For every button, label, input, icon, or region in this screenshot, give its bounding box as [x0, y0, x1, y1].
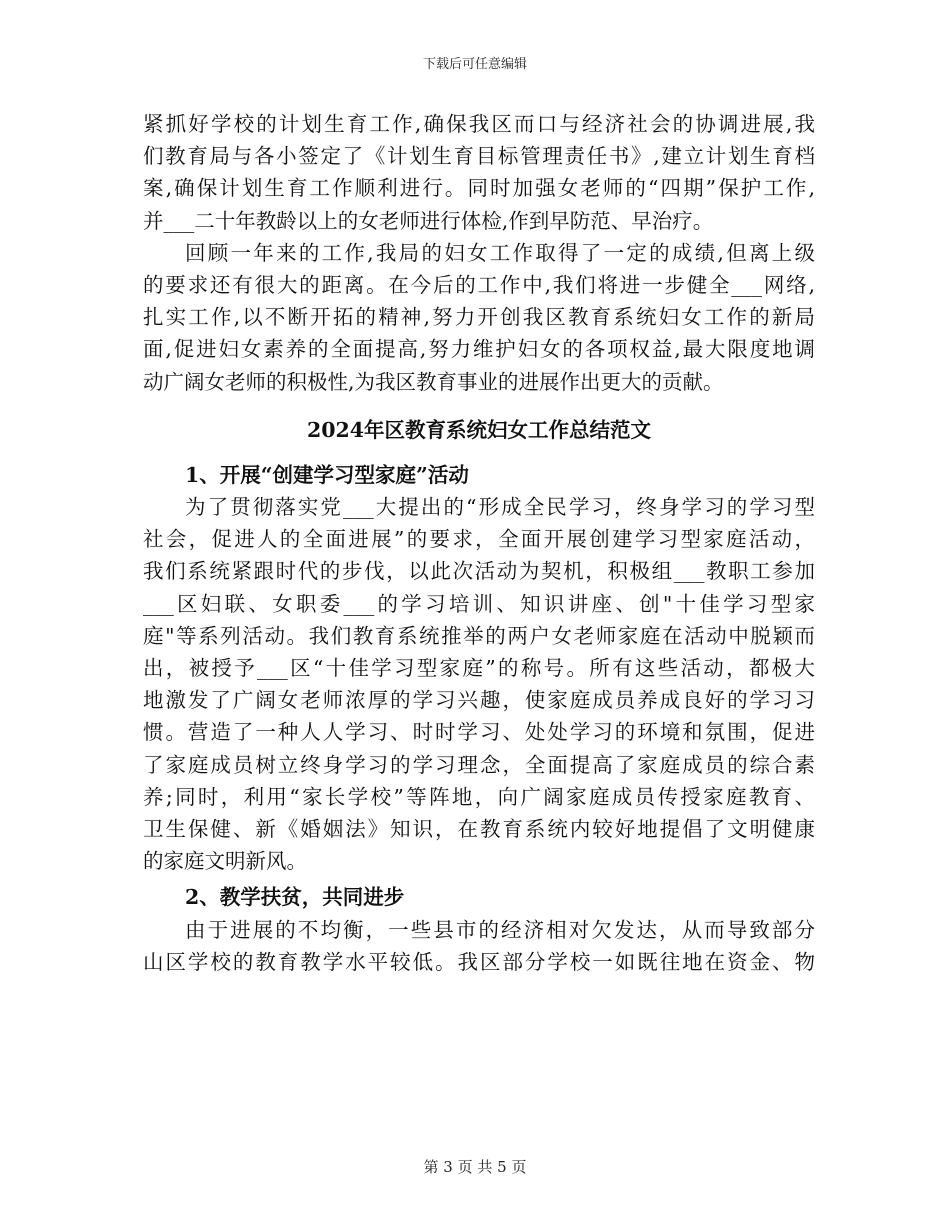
- document-body: [143, 108, 815, 978]
- text-line: 社会，促进人的全面进展”的要求，全面开展创建学习型家庭活动，: [143, 527, 815, 552]
- text-line: 动广阔女老师的积极性,为我区教育事业的进展作出更大的贡献。: [143, 369, 724, 394]
- text-line: 紧抓好学校的计划生育工作,确保我区而口与经济社会的协调进展,我: [143, 112, 815, 136]
- intro-paragraph-2: [143, 237, 815, 398]
- text-line: 为了贯彻落实党___大提出的“形成全民学习，终身学习的学习型: [185, 495, 815, 520]
- section-2-heading: 2、教学扶贫，共同进步: [185, 885, 405, 910]
- text-line: 地激发了广阔女老师浓厚的学习兴趣，使家庭成员养成良好的学习习: [143, 688, 815, 713]
- text-line: 的要求还有很大的距离。在今后的工作中,我们将进一步健全___网络,: [143, 273, 815, 298]
- section-1-paragraph: [143, 491, 815, 877]
- document-title: 2024年区教育系统妇女工作总结范文: [306, 417, 652, 442]
- text-line: 们教育局与各小签定了《计划生育目标管理责任书》,建立计划生育档: [143, 144, 815, 169]
- text-line: 了家庭成员树立终身学习的学习理念，全面提高了家庭成员的综合素: [143, 752, 815, 777]
- page-footer: 第 3 页 共 5 页: [423, 1158, 527, 1176]
- text-line: 卫生保健、新《婚姻法》知识，在教育系统内较好地提倡了文明健康: [143, 817, 815, 842]
- section-1-heading: 1、开展“创建学习型家庭”活动: [185, 462, 469, 487]
- text-line: 并___二十年教龄以上的女老师进行体检,作到早防范、早治疗。: [143, 208, 714, 233]
- section-2-paragraph: [143, 914, 815, 978]
- text-line: ___区妇联、女职委___的学习培训、知识讲座、创"十佳学习型家: [143, 591, 815, 616]
- text-line: 山区学校的教育教学水平较低。我区部分学校一如既往地在资金、物: [143, 949, 815, 974]
- text-line: 案,确保计划生育工作顺利进行。同时加强女老师的“四期”保护工作,: [143, 176, 815, 201]
- text-line: 的家庭文明新风。: [143, 849, 307, 874]
- page-header: 下载后可任意编辑: [422, 57, 527, 72]
- text-line: 出，被授予___区“十佳学习型家庭”的称号。所有这些活动，都极大: [143, 656, 815, 681]
- text-line: 扎实工作,以不断开拓的精神,努力开创我区教育系统妇女工作的新局: [143, 305, 815, 330]
- text-line: 由于进展的不均衡，一些县市的经济相对欠发达，从而导致部分: [185, 917, 815, 942]
- text-line: 庭"等系列活动。我们教育系统推举的两户女老师家庭在活动中脱颖而: [143, 623, 815, 648]
- text-line: 养;同时，利用“家长学校”等阵地，向广阔家庭成员传授家庭教育、: [143, 784, 815, 809]
- text-line: 我们系统紧跟时代的步伐，以此次活动为契机，积极组___教职工参加: [143, 559, 815, 584]
- text-line: 惯。营造了一种人人学习、时时学习、处处学习的环境和氛围，促进: [143, 720, 815, 745]
- intro-paragraph-1: [143, 108, 815, 237]
- text-line: 面,促进妇女素养的全面提高,努力维护妇女的各项权益,最大限度地调: [143, 337, 815, 362]
- text-line: 回顾一年来的工作,我局的妇女工作取得了一定的成绩,但离上级: [185, 240, 815, 265]
